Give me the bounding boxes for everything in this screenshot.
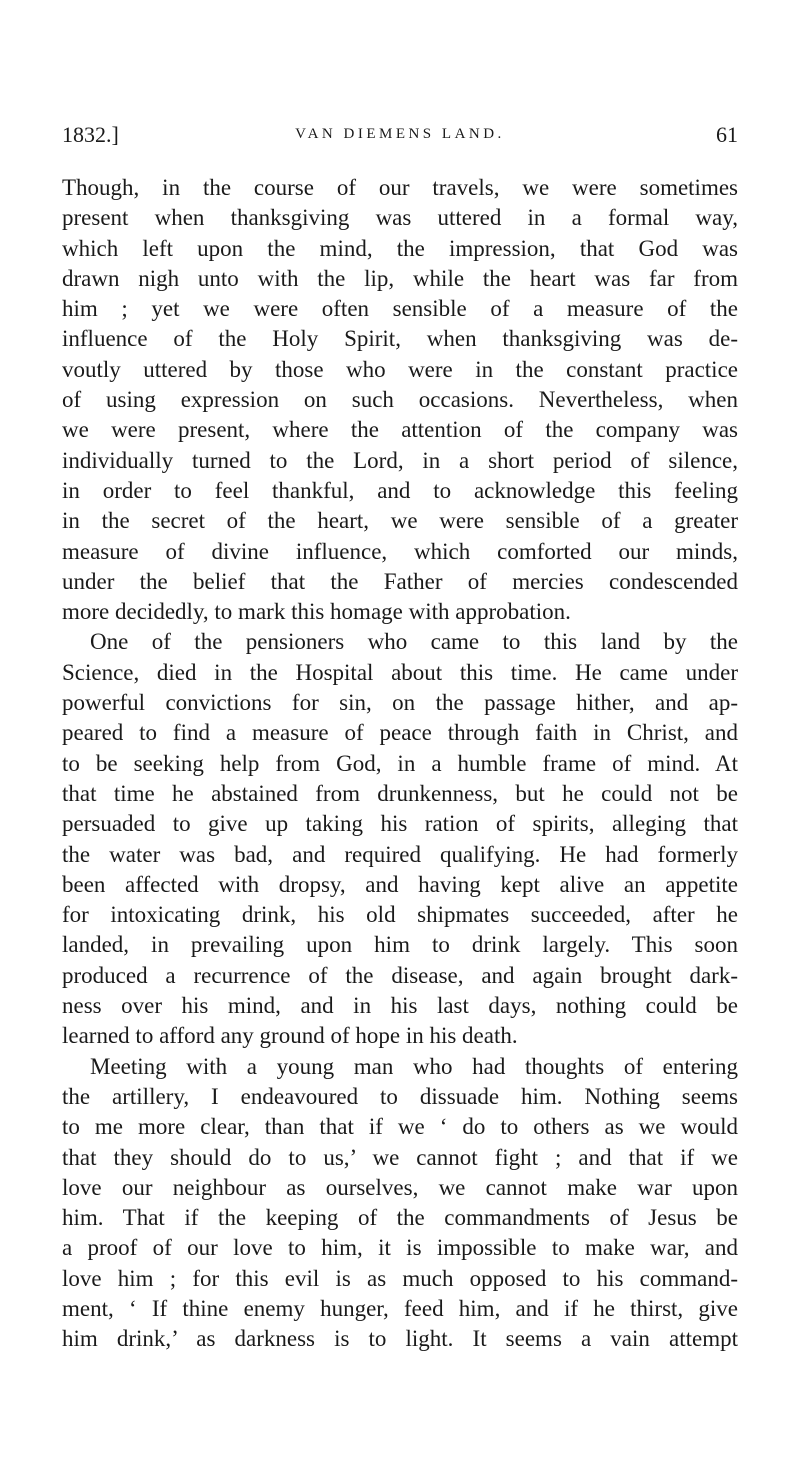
text-line: landed, in prevailing upon him to drink largely. This soon xyxy=(62,932,738,958)
text-line: love our neighbour as ourselves, we cannot make war upon xyxy=(62,1174,738,1200)
header-year: 1832.] xyxy=(62,122,119,147)
paragraph-3 xyxy=(62,1052,738,1355)
text-line: ness over his mind, and in his last days, nothing could be xyxy=(62,993,738,1019)
text-line: One of the pensioners who came to this land by the xyxy=(90,629,738,655)
text-line: that they should do to us,’ we cannot fight ; and that if we xyxy=(62,1144,738,1170)
text-line: for intoxicating drink, his old shipmates succeeded, after he xyxy=(62,902,738,928)
text-line: him. That if the keeping of the commandments of Jesus be xyxy=(62,1205,738,1231)
paragraph-2 xyxy=(62,627,738,1051)
body-text xyxy=(62,173,738,1355)
text-line: measure of divine influence, which comforted our minds, xyxy=(62,538,738,564)
text-line: Though, in the course of our travels, we were sometimes xyxy=(62,175,738,200)
text-line: of using expression on such occasions. Nevertheless, when xyxy=(62,387,738,413)
text-line: him drink,’ as darkness is to light. It seems a vain attempt xyxy=(62,1326,738,1352)
text-line: persuaded to give up taking his ration of spirits, alleging that xyxy=(62,811,738,837)
text-line: in the secret of the heart, we were sensible of a greater xyxy=(62,508,738,534)
text-line: peared to find a measure of peace through faith in Christ, and xyxy=(62,720,738,746)
text-line: present when thanksgiving was uttered in a formal way, xyxy=(62,205,738,231)
text-line: been affected with dropsy, and having kept alive an appetite xyxy=(62,871,738,897)
text-line: drawn nigh unto with the lip, while the heart was far from xyxy=(62,265,738,291)
book-page xyxy=(62,118,738,1355)
text-line: to be seeking help from God, in a humble frame of mind. At xyxy=(62,750,738,776)
text-line: the artillery, I endeavoured to dissuade him. Nothing seems xyxy=(62,1083,738,1109)
text-line: powerful convictions for sin, on the passage hither, and ap- xyxy=(62,690,738,716)
paragraph-1 xyxy=(62,173,738,627)
text-line: influence of the Holy Spirit, when thanksgiving was de- xyxy=(62,326,738,352)
text-line: a proof of our love to him, it is impossible to make war, and xyxy=(62,1235,738,1261)
text-line: him ; yet we were often sensible of a measure of the xyxy=(62,296,738,322)
text-line: that time he abstained from drunkenness, but he could not be xyxy=(62,780,738,806)
text-line: we were present, where the attention of the company was xyxy=(62,417,738,443)
text-line: voutly uttered by those who were in the constant practice xyxy=(62,356,738,382)
text-line: produced a recurrence of the disease, and again brought dark- xyxy=(62,962,738,988)
text-line: individually turned to the Lord, in a short period of silence, xyxy=(62,447,738,473)
text-line: which left upon the mind, the impression, that God was xyxy=(62,235,738,261)
header-title: VAN DIEMENS LAND. xyxy=(295,126,505,142)
page-number: 61 xyxy=(716,122,738,147)
text-line: Meeting with a young man who had thoughts of entering xyxy=(90,1053,738,1079)
text-line: to me more clear, than that if we ‘ do to others as we would xyxy=(62,1114,738,1140)
text-line: the water was bad, and required qualifying. He had formerly xyxy=(62,841,738,867)
text-line: learned to afford any ground of hope in his death. xyxy=(62,1023,518,1049)
text-line: under the belief that the Father of mercies condescended xyxy=(62,568,738,594)
text-line: ment, ‘ If thine enemy hunger, feed him, and if he thirst, give xyxy=(62,1295,738,1321)
text-line: more decidedly, to mark this homage with approbation. xyxy=(62,599,571,625)
text-line: in order to feel thankful, and to acknowledge this feeling xyxy=(62,477,738,503)
text-line: love him ; for this evil is as much opposed to his command- xyxy=(62,1265,738,1291)
running-header xyxy=(62,118,738,158)
text-line: Science, died in the Hospital about this time. He came under xyxy=(62,659,738,685)
